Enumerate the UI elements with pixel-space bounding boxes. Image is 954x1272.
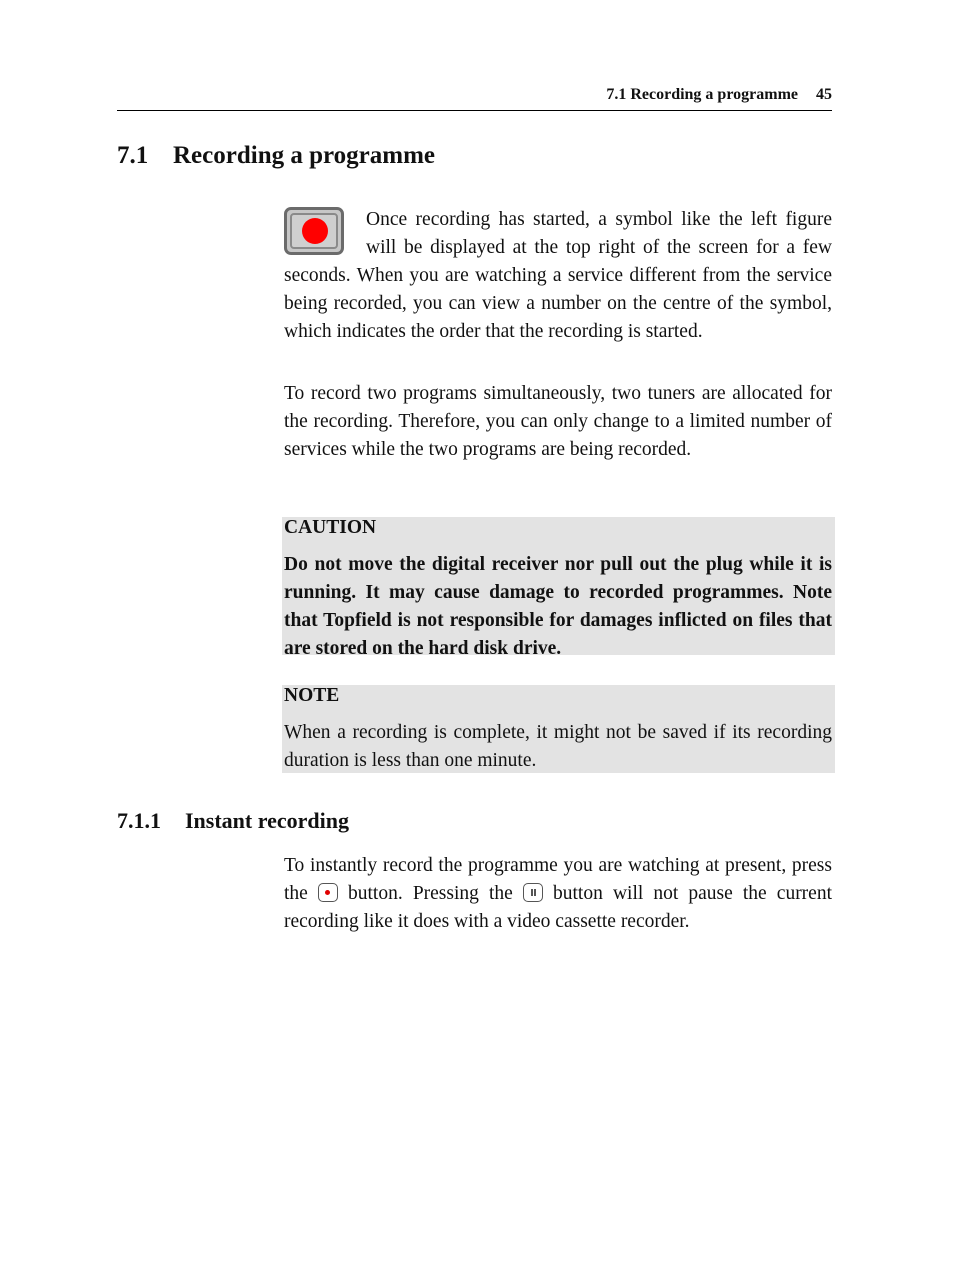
subsection-title: Instant recording: [185, 808, 349, 833]
section-number: 7.1: [117, 142, 149, 169]
instant-text-1: To instantly record the programme you are watching at present, press the: [284, 855, 832, 904]
note-text: When a recording is complete, it might not be saved if its recording duration is less than one minute.: [284, 722, 832, 771]
paragraph-text: To record two programs simultaneously, two tuners are allocated for the recording. Therefore, you can only change to a limited number of services while the two programs are being recorded.: [284, 383, 832, 460]
section-title: Recording a programme: [173, 142, 435, 169]
paragraph-instant-recording: [284, 852, 832, 936]
record-symbol-icon: [284, 207, 344, 255]
paragraph-two-programs: [284, 380, 832, 464]
note-box: [282, 685, 835, 773]
subsection-heading: [117, 808, 349, 834]
paragraph-recording-symbol: [284, 206, 832, 346]
instant-text-2: button. Pressing the: [348, 883, 513, 904]
running-header: [117, 86, 832, 111]
record-button-icon: [318, 883, 338, 902]
paragraph-text: Once recording has started, a symbol like the left figure will be displayed at the top right of the screen for a few seconds. When you are watching a service different from the service being recorded, you can view a number on the centre of the symbol, which indicates the order that the recording is started.: [284, 209, 832, 342]
caution-label: CAUTION: [284, 517, 377, 538]
subsection-number: 7.1.1: [117, 808, 161, 833]
running-title: 7.1 Recording a programme: [606, 86, 798, 103]
note-label: NOTE: [284, 685, 340, 706]
pause-button-icon: [523, 883, 543, 902]
section-heading: [117, 142, 435, 170]
caution-text: Do not move the digital receiver nor pull out the plug while it is running. It may cause damage to recorded programmes. Note that Topfield is not responsible for damages inflicted on files that are stored on the hard disk drive.: [284, 554, 832, 659]
caution-box: [282, 517, 835, 659]
instant-text-3: button will not pause the current recording like it does with a video cassette recorder.: [284, 883, 833, 932]
page-number: 45: [816, 86, 832, 103]
